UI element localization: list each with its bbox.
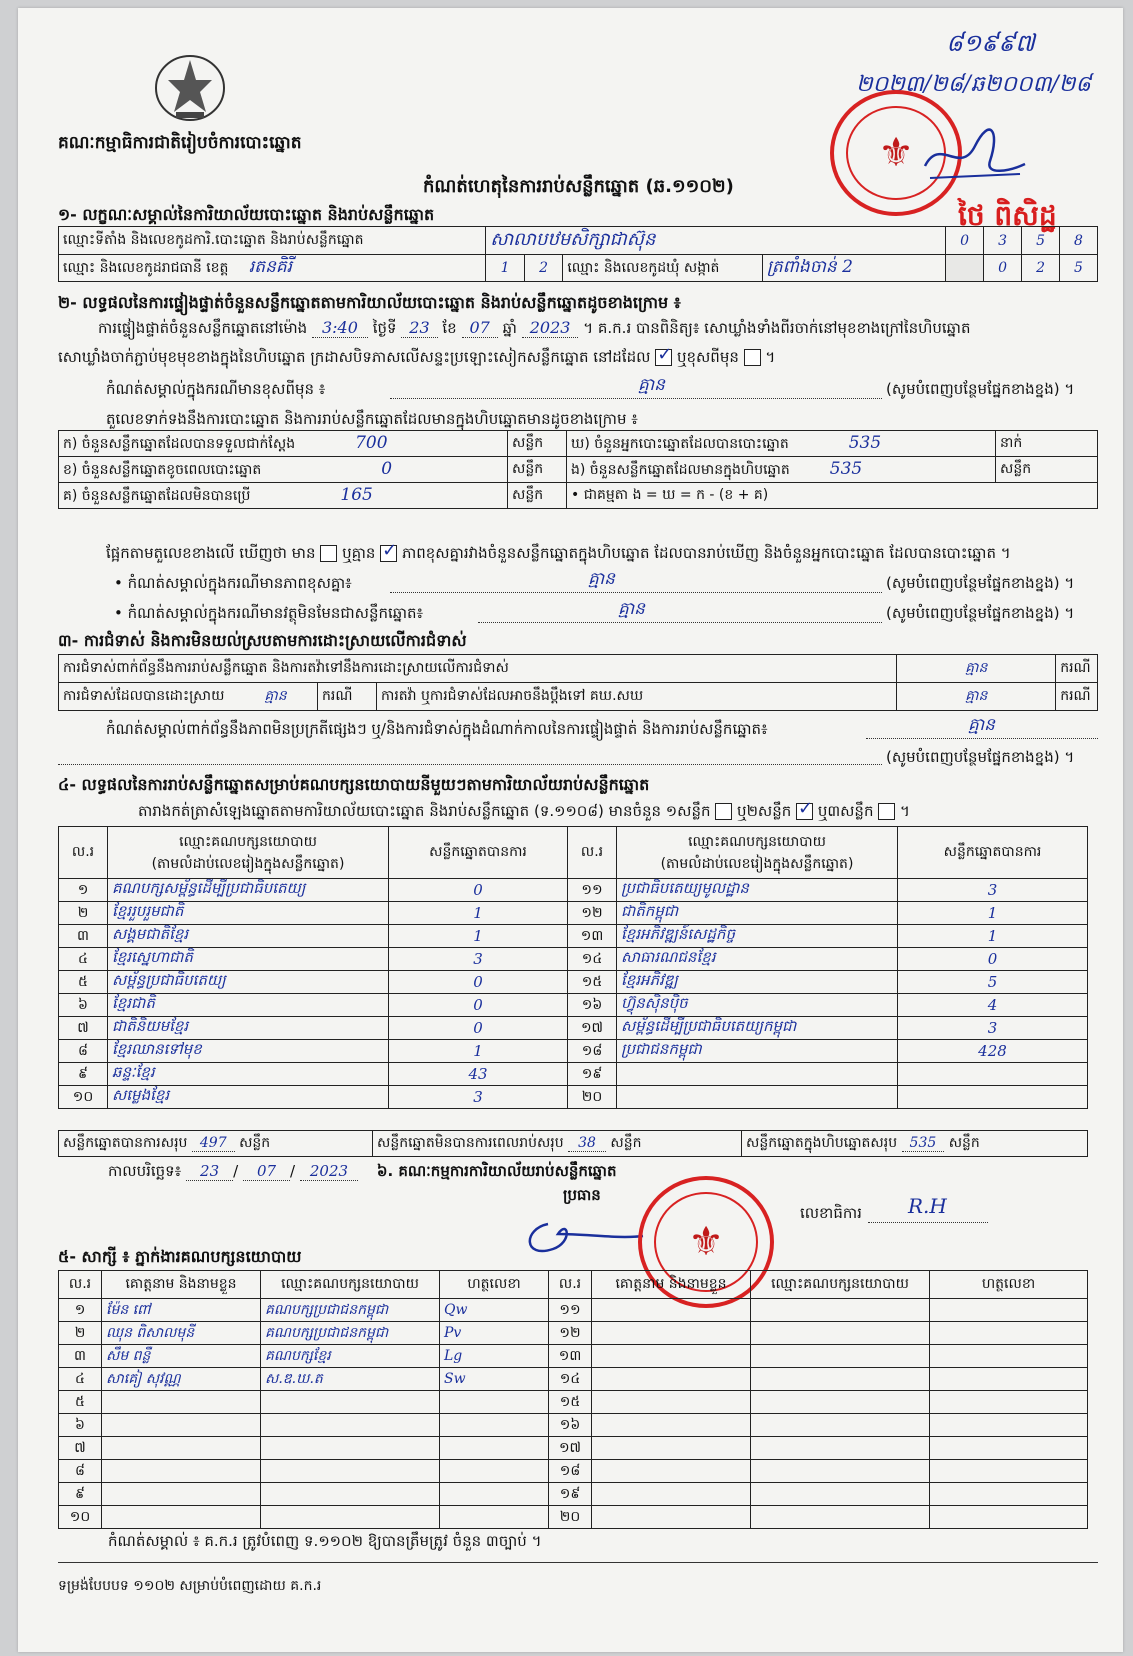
footnote: កំណត់សម្គាល់ ៖ គ.ក.រ ត្រូវបំពេញ ទ.១១០២ ឱ្យបានត្រឹមត្រូវ ចំនួន ៣ច្បាប់ ។ bbox=[108, 1532, 542, 1550]
result-no: ២ bbox=[59, 902, 108, 925]
committee-name: គណៈកម្មាធិការជាតិរៀបចំការបោះឆ្នោត bbox=[58, 133, 302, 153]
official-stamp-top: ⚜ bbox=[830, 90, 962, 216]
result-no: ១០ bbox=[59, 1086, 108, 1109]
inbox-value: 535 bbox=[829, 458, 863, 479]
irregularity-note-value: គ្មាន bbox=[968, 715, 995, 735]
commune-code-3: 5 bbox=[1060, 255, 1098, 282]
form-reference: ទម្រង់បែបបទ ១១០២ សម្រាប់បំពេញដោយ គ.ក.រ bbox=[58, 1578, 322, 1594]
spoiled-label: ខ) ចំនួនសន្លឹកឆ្នោតខូចពេលបោះឆ្នោត bbox=[63, 461, 262, 478]
witness-no: ១៣ bbox=[549, 1345, 592, 1368]
witness-signature bbox=[440, 1460, 549, 1483]
result-party: ហ៊្វុនស៊ិនប៉ិច bbox=[617, 994, 898, 1017]
result-party: ខ្មែររួបរួមជាតិ bbox=[108, 902, 389, 925]
witness-no: ២០ bbox=[549, 1506, 592, 1529]
witness-row bbox=[59, 1483, 1088, 1506]
result-party: សម្ព័ន្ធប្រជាធិបតេយ្យ bbox=[108, 971, 389, 994]
result-votes bbox=[898, 1086, 1088, 1109]
witness-party: គណបក្សប្រជាជនកម្ពុជា bbox=[261, 1299, 440, 1322]
total-valid-label: សន្លឹកឆ្នោតបានការសរុប bbox=[63, 1135, 188, 1151]
note-hint-4: (សូមបំពេញបន្ថែមផ្នែកខាងខ្នង) ។ bbox=[886, 748, 1075, 766]
witness-row bbox=[59, 1299, 1088, 1322]
witness-party bbox=[261, 1414, 440, 1437]
appeal-label: ការតវ៉ា ឬការជំទាស់ដែលអាចនឹងប្តឹងទៅ គឃ.សឃ bbox=[377, 683, 897, 711]
unchanged-checkbox[interactable] bbox=[655, 349, 672, 366]
witness-row bbox=[59, 1506, 1088, 1529]
result-party: ជាតិកម្ពុជា bbox=[617, 902, 898, 925]
witness-row bbox=[59, 1437, 1088, 1460]
result-no: ៥ bbox=[59, 971, 108, 994]
table-row bbox=[59, 1040, 1088, 1063]
inbox-label: ង) ចំនួនសន្លឹកឆ្នោតដែលមានក្នុងហិបឆ្នោត bbox=[571, 461, 790, 478]
witness-no: ១៨ bbox=[549, 1460, 592, 1483]
witness-signature bbox=[930, 1299, 1088, 1322]
witness-signature bbox=[930, 1460, 1088, 1483]
total-invalid-value: 38 bbox=[568, 1135, 606, 1152]
witness-signature bbox=[440, 1506, 549, 1529]
result-no: ៩ bbox=[59, 1063, 108, 1086]
witness-table bbox=[58, 1270, 1088, 1529]
witness-no: ៨ bbox=[59, 1460, 102, 1483]
witness-party bbox=[751, 1322, 930, 1345]
irregularity-note-label: កំណត់សម្គាល់ពាក់ព័ន្ធនឹងភាពមិនប្រក្រតីផ្សេងៗ ឬ/និងការជំទាស់ក្នុងដំណាក់កាលនៃការផ្ទៀងផ្ទាត់ និងការរាប់សន្លឹកឆ្នោត៖ bbox=[106, 720, 768, 738]
resolved-value: គ្មាន bbox=[264, 688, 287, 704]
result-party: ខ្មែរអភិវឌ្ឍ bbox=[617, 971, 898, 994]
case-unit-2: ករណី bbox=[318, 683, 377, 711]
result-no: ១ bbox=[59, 879, 108, 902]
witness-row bbox=[59, 1368, 1088, 1391]
objections-table bbox=[58, 654, 1098, 711]
witness-no: ៧ bbox=[59, 1437, 102, 1460]
case-unit-3: ករណី bbox=[1056, 683, 1098, 711]
witness-signature bbox=[930, 1391, 1088, 1414]
witness-party bbox=[751, 1345, 930, 1368]
table-row bbox=[59, 1017, 1088, 1040]
total-box-value: 535 bbox=[902, 1135, 945, 1152]
witness-party: គណបក្សប្រជាជនកម្ពុជា bbox=[261, 1322, 440, 1345]
unit-sheet-e: សន្លឹក bbox=[996, 457, 1098, 483]
unit-sheet-c: សន្លឹក bbox=[508, 483, 567, 509]
witness-signature bbox=[440, 1414, 549, 1437]
witness-signature bbox=[440, 1483, 549, 1506]
province-value: រតនគិរី bbox=[248, 256, 293, 277]
witness-no: ១៤ bbox=[549, 1368, 592, 1391]
result-votes: 1 bbox=[389, 1040, 568, 1063]
table-row bbox=[59, 1063, 1088, 1086]
witness-party bbox=[261, 1391, 440, 1414]
witness-name bbox=[592, 1460, 751, 1483]
witness-name bbox=[102, 1391, 261, 1414]
result-party: ខ្មែរអភិវឌ្ឍន៍សេដ្ឋកិច្ច bbox=[617, 925, 898, 948]
col-no-left: ល.រ bbox=[59, 827, 108, 879]
result-party: ប្រជាជនកម្ពុជា bbox=[617, 1040, 898, 1063]
one-sheet-checkbox[interactable] bbox=[715, 803, 732, 820]
result-no: ១៣ bbox=[568, 925, 617, 948]
station-code-3: 5 bbox=[1022, 227, 1060, 255]
table-row bbox=[59, 902, 1088, 925]
note-object-label: • កំណត់សម្គាល់ក្នុងករណីមានវត្ថុមិនមែនជាសន្លឹកឆ្នោត៖ bbox=[114, 604, 424, 622]
witness-row bbox=[59, 1391, 1088, 1414]
witness-no: ៥ bbox=[59, 1391, 102, 1414]
secretary-label: លេខាធិការ bbox=[800, 1204, 862, 1222]
witness-no: ៩ bbox=[59, 1483, 102, 1506]
emblem-icon bbox=[150, 50, 230, 128]
two-sheets-checkbox[interactable] bbox=[796, 803, 813, 820]
witness-party bbox=[751, 1414, 930, 1437]
chair-signature bbox=[518, 1204, 648, 1268]
section4-title: ៤- លទ្ធផលនៃការរាប់សន្លឹកឆ្នោតសម្រាប់គណបក្សនយោបាយនីមួយៗតាមការិយាល័យរាប់សន្លឹកឆ្នោត bbox=[58, 775, 650, 794]
form-title: កំណត់ហេតុនៃការរាប់សន្លឹកឆ្នោត (ឆ.១១០២) bbox=[423, 176, 734, 197]
has-difference-checkbox[interactable] bbox=[320, 545, 337, 562]
witness-name bbox=[102, 1414, 261, 1437]
result-no: ១៤ bbox=[568, 948, 617, 971]
witness-name bbox=[592, 1299, 751, 1322]
witness-party bbox=[261, 1460, 440, 1483]
section3-title: ៣- ការជំទាស់ និងការមិនយល់ស្របតាមការដោះស្រាយលើការជំទាស់ bbox=[58, 631, 467, 650]
witness-name bbox=[102, 1460, 261, 1483]
w-col-no-left: ល.រ bbox=[59, 1271, 102, 1299]
result-party: សម្លេងខ្មែរ bbox=[108, 1086, 389, 1109]
station-label: ឈ្មោះទីតាំង និងលេខកូដការិ.បោះឆ្នោត និងរាប់សន្លឹកឆ្នោត bbox=[59, 227, 486, 255]
resolved-label: ការជំទាស់ដែលបានដោះស្រាយ bbox=[63, 688, 225, 704]
witness-party bbox=[751, 1368, 930, 1391]
footer-divider bbox=[58, 1562, 1098, 1563]
witness-party bbox=[751, 1391, 930, 1414]
witness-name bbox=[102, 1506, 261, 1529]
w-col-name-left: គោត្តនាម និងនាមខ្លួន bbox=[102, 1271, 261, 1299]
result-votes: 3 bbox=[389, 1086, 568, 1109]
chair-label: ប្រធាន bbox=[563, 1186, 601, 1204]
section1-title: ១- លក្ខណៈសម្គាល់នៃការិយាល័យបោះឆ្នោត និងរាប់សន្លឹកឆ្នោត bbox=[58, 205, 435, 224]
w-col-party-right: ឈ្មោះគណបក្សនយោបាយ bbox=[751, 1271, 930, 1299]
result-votes: 4 bbox=[898, 994, 1088, 1017]
result-party: ឆន្ទៈខ្មែរ bbox=[108, 1063, 389, 1086]
changed-checkbox[interactable] bbox=[744, 349, 761, 366]
results-table bbox=[58, 826, 1088, 1109]
note-hint-1: (សូមបំពេញបន្ថែមផ្នែកខាងខ្នង) ។ bbox=[886, 380, 1075, 398]
result-votes: 0 bbox=[389, 879, 568, 902]
commune-label: ឈ្មោះ និងលេខកូដឃុំ សង្កាត់ bbox=[563, 255, 763, 282]
result-party: សាធារណជនខ្មែរ bbox=[617, 948, 898, 971]
result-party bbox=[617, 1086, 898, 1109]
witness-name bbox=[592, 1368, 751, 1391]
note-changed-value: គ្មាន bbox=[638, 375, 665, 395]
result-party: ខ្មែរស្នេហាជាតិ bbox=[108, 948, 389, 971]
voters-label: ឃ) ចំនួនអ្នកបោះឆ្នោតដែលបានបោះឆ្នោត bbox=[571, 435, 789, 452]
commune-value: ត្រពាំងចាន់ 2 bbox=[762, 255, 945, 282]
table-row bbox=[59, 994, 1088, 1017]
result-no: ៤ bbox=[59, 948, 108, 971]
w-col-sig-right: ហត្ថលេខា bbox=[930, 1271, 1088, 1299]
result-votes: 0 bbox=[389, 1017, 568, 1040]
note-hint-2: (សូមបំពេញបន្ថែមផ្នែកខាងខ្នង) ។ bbox=[886, 574, 1075, 592]
document-page bbox=[18, 8, 1123, 1652]
handwritten-note: ២០២៣/២៨/ឆ២០០៣/២៨ bbox=[856, 72, 1091, 97]
result-no: ១៥ bbox=[568, 971, 617, 994]
witness-party bbox=[261, 1437, 440, 1460]
handwritten-code: ៨១៩៩៧ bbox=[946, 29, 1035, 57]
table-row bbox=[59, 1086, 1088, 1109]
official-stamp-committee: ⚜ bbox=[638, 1176, 774, 1308]
station-value: សាលាបឋមសិក្សាជាស៊ុន bbox=[486, 227, 946, 255]
figures-intro: តួលេខទាក់ទងនឹងការបោះឆ្នោត និងការរាប់សន្លឹកឆ្នោតដែលមានក្នុងហិបឆ្នោតមានដូចខាងក្រោម ៖ bbox=[106, 410, 638, 428]
unit-person: នាក់ bbox=[996, 431, 1098, 457]
secretary-signature: R.H bbox=[908, 1194, 947, 1218]
witness-signature bbox=[930, 1483, 1088, 1506]
commune-code-2: 2 bbox=[1022, 255, 1060, 282]
result-party: ខ្មែរជាតិ bbox=[108, 994, 389, 1017]
result-votes: 0 bbox=[389, 994, 568, 1017]
col-votes-left: សន្លឹកឆ្នោតបានការ bbox=[389, 827, 568, 879]
section1-table bbox=[58, 226, 1098, 282]
witness-name bbox=[592, 1391, 751, 1414]
result-no: ៨ bbox=[59, 1040, 108, 1063]
tally-intro-line: តារាងកត់ត្រាសំឡេងឆ្នោតតាមការិយាល័យបោះឆ្នោត និងរាប់សន្លឹកឆ្នោត (ទ.១១០៨) មានចំនួន ១សន្លឹក ឬ២សន្លឹក ✓ ឬ៣សន្លឹក ។ bbox=[138, 802, 910, 824]
table-row bbox=[59, 879, 1088, 902]
province-code-2: 2 bbox=[539, 260, 549, 276]
station-code-2: 3 bbox=[984, 227, 1022, 255]
result-votes: 43 bbox=[389, 1063, 568, 1086]
no-difference-checkbox[interactable] bbox=[380, 545, 397, 562]
voters-value: 535 bbox=[848, 432, 882, 453]
col-party-left: ឈ្មោះគណបក្សនយោបាយ (តាមលំដាប់លេខរៀងក្នុងសន្លឹកឆ្នោត) bbox=[108, 827, 389, 879]
w-col-no-right: ល.រ bbox=[549, 1271, 592, 1299]
table-row bbox=[59, 948, 1088, 971]
verification-line: ការផ្ទៀងផ្ទាត់ចំនួនសន្លឹកឆ្នោតនៅម៉ោង 3:40 ថ្ងៃទី 23 ខែ 07 ឆ្នាំ 2023 ។ គ.ក.រ បានពិនិត្យ៖ សោឃ្លាំងទាំងពីរចាក់នៅមុខខាងក្រៅនៃហិបឆ្នោត bbox=[98, 318, 971, 337]
col-votes-right: សន្លឹកឆ្នោតបានការ bbox=[898, 827, 1088, 879]
result-party: សង្គមជាតិខ្មែរ bbox=[108, 925, 389, 948]
result-votes: 1 bbox=[389, 925, 568, 948]
witness-signature: Qw bbox=[440, 1299, 549, 1322]
witness-row bbox=[59, 1345, 1088, 1368]
result-no: ១២ bbox=[568, 902, 617, 925]
witness-name bbox=[592, 1414, 751, 1437]
witness-no: ៣ bbox=[59, 1345, 102, 1368]
witness-party bbox=[751, 1437, 930, 1460]
witness-party: ស.ឌ.ឃ.ត bbox=[261, 1368, 440, 1391]
col-no-right: ល.រ bbox=[568, 827, 617, 879]
received-label: ក) ចំនួនសន្លឹកឆ្នោតដែលបានទទួលជាក់ស្តែង bbox=[63, 435, 296, 452]
section2-title: ២- លទ្ធផលនៃការផ្ទៀងផ្ទាត់ចំនួនសន្លឹកឆ្នោតតាមការិយាល័យបោះឆ្នោត និងរាប់សន្លឹកឆ្នោតដូចខាងក្រោម ៖ bbox=[58, 293, 681, 312]
province-code-1: 1 bbox=[486, 255, 525, 281]
witness-signature bbox=[930, 1345, 1088, 1368]
province-label: ឈ្មោះ និងលេខកូដរាជធានី ខេត្ត រតនគិរី bbox=[59, 255, 486, 282]
result-no: ១១ bbox=[568, 879, 617, 902]
result-party: គណបក្សសម្ព័ន្ធដើម្បីប្រជាធិបតេយ្យ bbox=[108, 879, 389, 902]
witness-party bbox=[261, 1506, 440, 1529]
witness-signature bbox=[930, 1414, 1088, 1437]
witness-name bbox=[592, 1506, 751, 1529]
witness-party bbox=[751, 1460, 930, 1483]
verify-year: 2023 bbox=[522, 318, 579, 338]
witness-no: ១៩ bbox=[549, 1483, 592, 1506]
unused-value: 165 bbox=[340, 484, 373, 505]
station-code-4: 8 bbox=[1060, 227, 1098, 255]
witness-no: ១១ bbox=[549, 1299, 592, 1322]
witness-no: ១៥ bbox=[549, 1391, 592, 1414]
witness-signature bbox=[930, 1322, 1088, 1345]
witness-name: ម៉ែន ពៅ bbox=[102, 1299, 261, 1322]
witness-signature: Lg bbox=[440, 1345, 549, 1368]
witness-name: សាគៀ សុវណ្ណ bbox=[102, 1368, 261, 1391]
committee-label: ៦. គណៈកម្មការការិយាល័យរាប់សន្លឹកឆ្នោត bbox=[376, 1162, 617, 1180]
handwritten-red-name: ថៃ ពិសិដ្ឋ bbox=[958, 199, 1057, 232]
total-box-label: សន្លឹកឆ្នោតក្នុងហិបឆ្នោតសរុប bbox=[746, 1135, 898, 1151]
witness-party: គណបក្សខ្មែរ bbox=[261, 1345, 440, 1368]
note-object-value: គ្មាន bbox=[618, 599, 645, 619]
result-votes: 428 bbox=[898, 1040, 1088, 1063]
table-row bbox=[59, 971, 1088, 994]
commune-code-1: 0 bbox=[984, 255, 1022, 282]
handwritten-signature-top bbox=[920, 126, 1030, 190]
witness-row bbox=[59, 1460, 1088, 1483]
formula: • ជាគម្មតា ង = ឃ = ក - (ខ + គ) bbox=[567, 483, 1098, 509]
witness-no: ១៧ bbox=[549, 1437, 592, 1460]
result-votes: 1 bbox=[389, 902, 568, 925]
witness-no: ១៦ bbox=[549, 1414, 592, 1437]
spoiled-value: 0 bbox=[381, 458, 393, 479]
w-col-party-left: ឈ្មោះគណបក្សនយោបាយ bbox=[261, 1271, 440, 1299]
section5-title: ៥- សាក្សី ៖ ភ្នាក់ងារគណបក្សនយោបាយ bbox=[58, 1247, 302, 1266]
note-difference-value: គ្មាន bbox=[588, 569, 615, 589]
witness-name: ឈុន ពិសាលមុនី bbox=[102, 1322, 261, 1345]
verify-time: 3:40 bbox=[312, 318, 368, 338]
result-votes: 5 bbox=[898, 971, 1088, 994]
witness-no: ១០ bbox=[59, 1506, 102, 1529]
w-col-name-right: គោត្តនាម និងនាមខ្លួន bbox=[592, 1271, 751, 1299]
witness-no: ៤ bbox=[59, 1368, 102, 1391]
w-col-sig-left: ហត្ថលេខា bbox=[440, 1271, 549, 1299]
result-party bbox=[617, 1063, 898, 1086]
unit-sheet-b: សន្លឹក bbox=[508, 457, 567, 483]
witness-name bbox=[592, 1483, 751, 1506]
witness-no: ១ bbox=[59, 1299, 102, 1322]
result-party: ប្រជាធិបតេយ្យមូលដ្ឋាន bbox=[617, 879, 898, 902]
date-month: 07 bbox=[243, 1162, 290, 1181]
results-totals: សន្លឹកឆ្នោតបានការសរុប 497 សន្លឹក សន្លឹកឆ្នោតមិនបានការពេលរាប់សរុប 38 សន្លឹក សន្លឹកឆ្នោតក្នុងហិបឆ្នោតសរុប 535 សន្លឹក bbox=[58, 1130, 1088, 1157]
total-valid-value: 497 bbox=[192, 1135, 235, 1152]
witness-row bbox=[59, 1322, 1088, 1345]
witness-party bbox=[751, 1506, 930, 1529]
note-hint-3: (សូមបំពេញបន្ថែមផ្នែកខាងខ្នង) ។ bbox=[886, 604, 1075, 622]
witness-no: ១២ bbox=[549, 1322, 592, 1345]
comparison-line: ផ្អែកតាមតួលេខខាងលើ ឃើញថា មាន ឬគ្មាន ✓ ភាពខុសគ្នារវាងចំនួនសន្លឹកឆ្នោតក្នុងហិបឆ្នោត ដែលបានរាប់ឃើញ និងចំនួនអ្នកបោះឆ្នោត ដែលបានបោះឆ្នោត ។ bbox=[106, 544, 1011, 566]
result-votes bbox=[898, 1063, 1088, 1086]
result-no: ១៩ bbox=[568, 1063, 617, 1086]
witness-row bbox=[59, 1414, 1088, 1437]
result-no: ៧ bbox=[59, 1017, 108, 1040]
witness-party bbox=[751, 1299, 930, 1322]
objections-label: ការជំទាស់ពាក់ព័ន្ធនឹងការរាប់សន្លឹកឆ្នោត និងការតវ៉ាទៅនឹងការដោះស្រាយលើការជំទាស់ bbox=[59, 655, 897, 683]
witness-no: ២ bbox=[59, 1322, 102, 1345]
result-no: ៣ bbox=[59, 925, 108, 948]
objections-value: គ្មាន bbox=[897, 655, 1056, 683]
result-no: ២០ bbox=[568, 1086, 617, 1109]
result-party: សម្ព័ន្ធដើម្បីប្រជាធិបតេយ្យកម្ពុជា bbox=[617, 1017, 898, 1040]
note-difference-label: • កំណត់សម្គាល់ក្នុងករណីមានភាពខុសគ្នា៖ bbox=[114, 574, 352, 592]
col-party-right: ឈ្មោះគណបក្សនយោបាយ (តាមលំដាប់លេខរៀងក្នុងសន្លឹកឆ្នោត) bbox=[617, 827, 898, 879]
result-party: ខ្មែរឈានទៅមុខ bbox=[108, 1040, 389, 1063]
note-changed-label: កំណត់សម្គាល់ក្នុងករណីមានខុសពីមុន ៖ bbox=[106, 380, 326, 398]
witness-signature: Pv bbox=[440, 1322, 549, 1345]
witness-party bbox=[261, 1483, 440, 1506]
result-votes: 0 bbox=[389, 971, 568, 994]
witness-signature bbox=[930, 1368, 1088, 1391]
result-votes: 1 bbox=[898, 925, 1088, 948]
station-code-1: 0 bbox=[946, 227, 984, 255]
received-value: 700 bbox=[355, 432, 388, 453]
witness-name bbox=[102, 1483, 261, 1506]
witness-name bbox=[102, 1437, 261, 1460]
three-sheets-checkbox[interactable] bbox=[878, 803, 895, 820]
witness-no: ៦ bbox=[59, 1414, 102, 1437]
table-row bbox=[59, 925, 1088, 948]
result-votes: 3 bbox=[389, 948, 568, 971]
result-no: ១៦ bbox=[568, 994, 617, 1017]
result-party: ជាតិនិយមខ្មែរ bbox=[108, 1017, 389, 1040]
appeal-value: គ្មាន bbox=[897, 683, 1056, 711]
witness-name: សឹម ពន្លឺ bbox=[102, 1345, 261, 1368]
result-no: ៦ bbox=[59, 994, 108, 1017]
witness-name bbox=[592, 1322, 751, 1345]
total-invalid-label: សន្លឹកឆ្នោតមិនបានការពេលរាប់សរុប bbox=[377, 1135, 564, 1151]
witness-signature bbox=[440, 1437, 549, 1460]
result-no: ១៧ bbox=[568, 1017, 617, 1040]
witness-signature bbox=[930, 1437, 1088, 1460]
result-votes: 0 bbox=[898, 948, 1088, 971]
verify-day: 23 bbox=[401, 318, 437, 338]
witness-party bbox=[751, 1483, 930, 1506]
witness-signature: Sw bbox=[440, 1368, 549, 1391]
date-day: 23 bbox=[186, 1162, 233, 1181]
verify-month: 07 bbox=[462, 318, 498, 338]
result-no: ១៨ bbox=[568, 1040, 617, 1063]
unused-label: គ) ចំនួនសន្លឹកឆ្នោតដែលមិនបានប្រើ bbox=[63, 487, 251, 504]
date-year: 2023 bbox=[300, 1162, 358, 1181]
figures-table bbox=[58, 430, 1098, 509]
witness-signature bbox=[440, 1391, 549, 1414]
witness-signature bbox=[930, 1506, 1088, 1529]
case-unit-1: ករណី bbox=[1056, 655, 1098, 683]
unit-sheet-a: សន្លឹក bbox=[508, 431, 567, 457]
date-line: កាលបរិច្ឆេទ៖ 23 / 07 / 2023 ៦. គណៈកម្មការការិយាល័យរាប់សន្លឹកឆ្នោត bbox=[108, 1162, 617, 1180]
result-votes: 3 bbox=[898, 879, 1088, 902]
result-votes: 1 bbox=[898, 902, 1088, 925]
witness-name bbox=[592, 1345, 751, 1368]
seal-status-line: សោឃ្លាំងចាក់ភ្ជាប់មុខមុខខាងក្នុងនៃហិបឆ្នោត ក្រដាសបិទភាសលើសន្ទះប្រឡោះសៀកសន្លឹកឆ្នោត នៅដដែល ✓ ឬខុសពីមុន ។ bbox=[58, 348, 775, 370]
result-votes: 3 bbox=[898, 1017, 1088, 1040]
witness-name bbox=[592, 1437, 751, 1460]
